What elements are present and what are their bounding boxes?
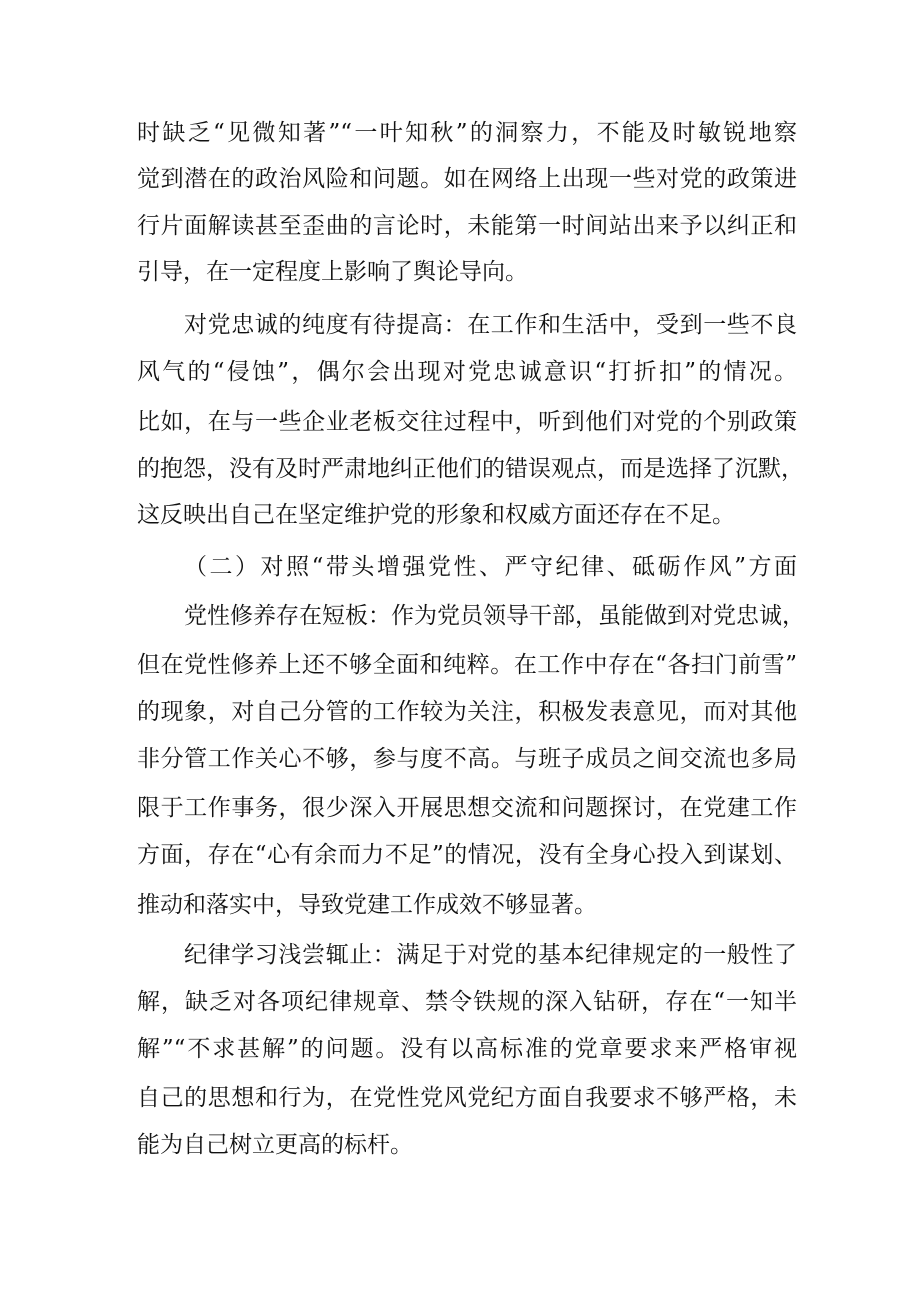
text-line: 对党忠诚的纯度有待提高：在工作和生活中，受到一些不良 [184, 312, 797, 338]
text-line: 时缺乏“见微知著”“一叶知秋”的洞察力，不能及时敏锐地察 [137, 120, 797, 146]
text-line: 限于工作事务，很少深入开展思想交流和问题探讨，在党建工作 [137, 795, 797, 821]
text-line: 觉到潜在的政治风险和问题。如在网络上出现一些对党的政策进 [137, 166, 797, 192]
text-line: 解”“不求甚解”的问题。没有以高标准的党章要求来严格审视 [137, 1036, 797, 1062]
text-line: 党性修养存在短板：作为党员领导干部，虽能做到对党忠诚， [184, 603, 805, 629]
text-line: 的现象，对自己分管的工作较为关注，积极发表意见，而对其他 [137, 699, 797, 725]
text-line: 方面，存在“心有余而力不足”的情况，没有全身心投入到谋划、 [137, 842, 797, 868]
text-line: 行片面解读甚至歪曲的言论时，未能第一时间站出来予以纠正和 [137, 213, 797, 239]
text-line: 但在党性修养上还不够全面和纯粹。在工作中存在“各扫门前雪” [137, 652, 797, 678]
text-line: 推动和落实中，导致党建工作成效不够显著。 [137, 892, 597, 918]
text-line: 解，缺乏对各项纪律规章、禁令铁规的深入钻研，存在“一知半 [137, 989, 797, 1015]
text-line: 能为自己树立更高的标杆。 [137, 1132, 413, 1158]
section-heading: （二）对照“带头增强党性、严守纪律、砥砺作风”方面 [184, 554, 797, 580]
text-line: 自己的思想和行为，在党性党风党纪方面自我要求不够严格，未 [137, 1085, 797, 1111]
text-line: 非分管工作关心不够，参与度不高。与班子成员之间交流也多局 [137, 746, 797, 772]
text-line: 风气的“侵蚀”，偶尔会出现对党忠诚意识“打折扣”的情况。 [137, 359, 797, 385]
text-line: 纪律学习浅尝辄止：满足于对党的基本纪律规定的一般性了 [184, 942, 797, 968]
text-line: 这反映出自己在坚定维护党的形象和权威方面还存在不足。 [137, 502, 735, 528]
text-line: 的抱怨，没有及时严肃地纠正他们的错误观点，而是选择了沉默， [137, 456, 804, 482]
text-line: 比如，在与一些企业老板交往过程中，听到他们对党的个别政策 [137, 409, 797, 435]
text-line: 引导，在一定程度上影响了舆论导向。 [137, 259, 528, 285]
